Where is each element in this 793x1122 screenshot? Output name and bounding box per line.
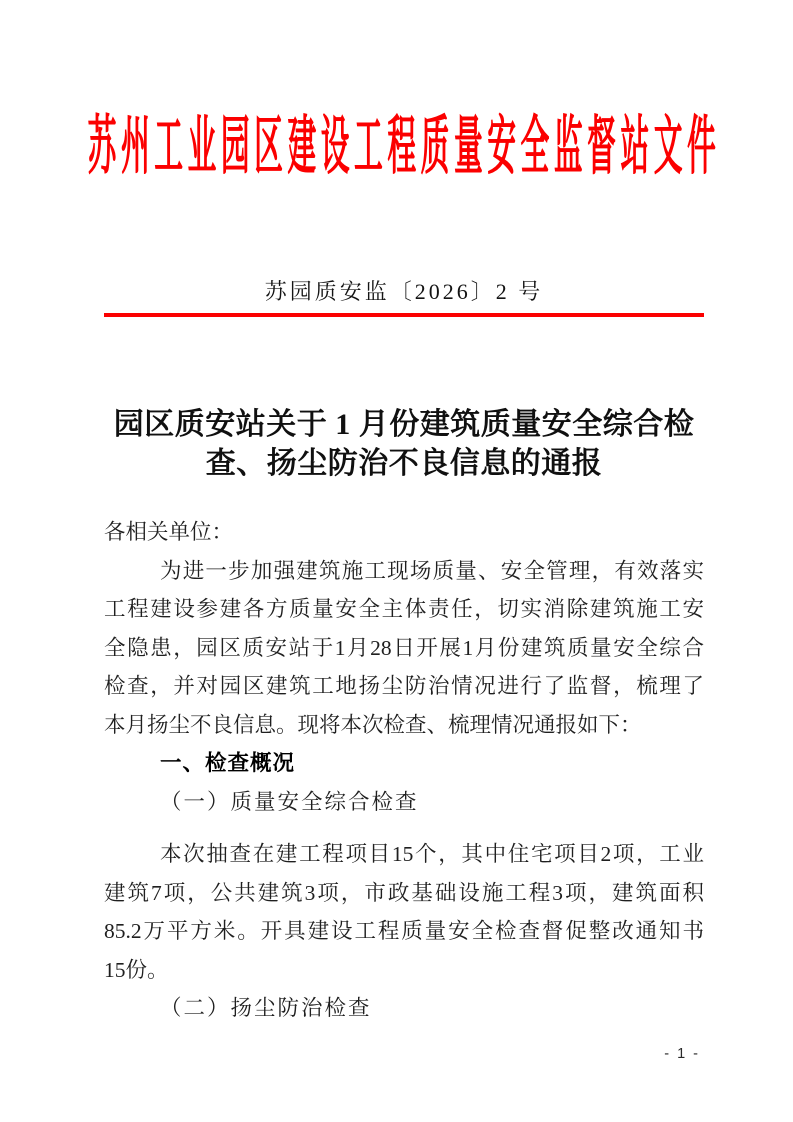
org-title: 苏州工业园区建设工程质量安全监督站文件 (87, 111, 721, 182)
paragraph-line: 15份。 (104, 957, 169, 982)
doc-number: 苏园质安监〔2026〕2 号 (264, 279, 544, 304)
paragraph-line: 本月扬尘不良信息。现将本次检查、梳理情况通报如下： (104, 712, 642, 737)
document-title-line2: 查、扬尘防治不良信息的通报 (205, 447, 603, 480)
document-title (104, 405, 704, 483)
letterhead (87, 0, 721, 317)
paragraph-1 (104, 552, 704, 745)
paragraph-2 (104, 835, 704, 989)
org-title-wrap (87, 0, 721, 182)
paragraph-line: 本次抽查在建工程项目15个，其中住宅项目2项，工业 (160, 842, 704, 866)
paragraph-line: 85.2万平方米。开具建设工程质量安全检查督促整改通知书 (104, 919, 704, 943)
document-title-line1: 园区质安站关于 1 月份建筑质量安全综合检 (113, 408, 695, 441)
paragraph-line: 为进一步加强建筑施工现场质量、安全管理，有效落实 (160, 558, 704, 583)
document-body (104, 513, 704, 1028)
paragraph-line: 工程建设参建各方质量安全主体责任，切实消除建筑施工安 (104, 597, 704, 621)
sub-heading-2: （二）扬尘防治检查 (160, 996, 372, 1020)
salutation: 各相关单位： (104, 520, 234, 544)
sub-heading-1: （一）质量安全综合检查 (160, 789, 419, 814)
section-heading-1: 一、检查概况 (160, 751, 296, 775)
paragraph-line: 全隐患，园区质安站于1月28日开展1月份建筑质量安全综合 (104, 635, 704, 660)
paragraph-line: 检查，并对园区建筑工地扬尘防治情况进行了监督，梳理了 (104, 674, 704, 698)
page-number: - 1 - (664, 1046, 700, 1062)
red-divider-line (104, 313, 704, 317)
paragraph-line: 建筑7项，公共建筑3项，市政基础设施工程3项，建筑面积 (104, 880, 704, 905)
